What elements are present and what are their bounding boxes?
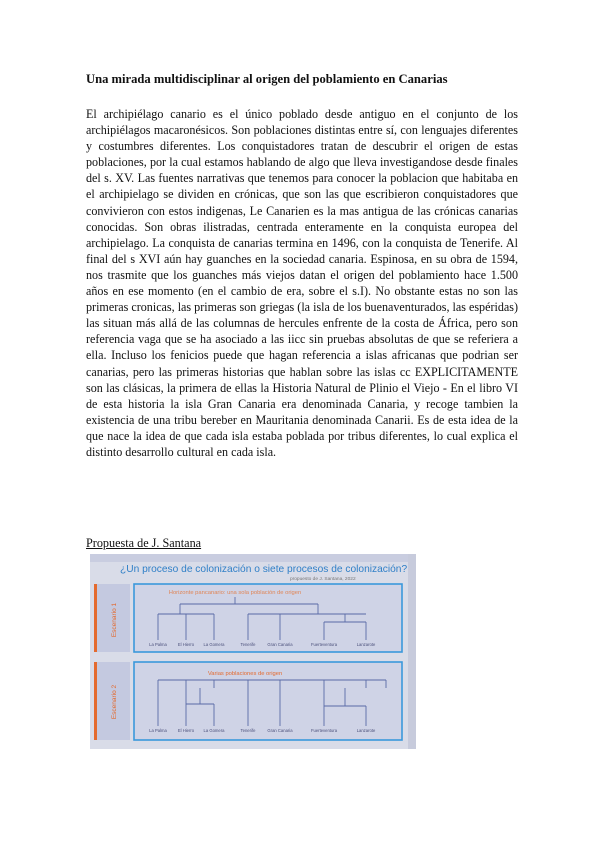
scenario2-island-0: La Palma: [149, 728, 167, 733]
scenario2-island-6: Lanzarote: [356, 728, 376, 733]
body-paragraph: El archipiélago canario es el único poblado desde antiguo en el conjunto de los archipiélagos macaronésicos. Son poblaciones distintas entre sí, con lenguajes diferentes y costumbres diferentes. Los conquistadores tratan de descubrir el origen de estas poblaciones, por la cual estamos hablando de algo que lleva investigandose desde finales del s. XV. Las fuentes narrativas que tenemos para conocer la poblacion que habitaba en el archipielago se dividen en crónicas, que son las que escribieron conquistadores que convivieron con estos indigenas, Le Canarien es la mas antigua de las crónicas canarias conocidas. Son obras ilistradas, centrada enteramente en la conquista europea del archipielago. La conquista de canarias termina en 1496, con la conquista de Tenerife. Al final del s XVI aún hay guanches en la sociedad canaria. Espinosa, en su obra de 1594, nos trasmite que los guanches más viejos datan el origen del poblamiento hace 1.500 años en ese momento (en el cambio de era, sobre el s.I). No obstante estas no son las primeras cronicas, las primeras son griegas (la isla de los buenaventurados, las espéridas) las situan más allá de las columnas de hercules enfrente de la costa de África, pero son referencia vaga que se ha asociado a las iicc sin pruebas absolutas de que se referiera a ella. Incluso los fenicios puede que hagan referencia a islas africanas que podrian ser canarias, pero las primeras historias que hablan sobre las islas cc EXPLICITAMENTE son las clásicas, la primera de ellas la Historia Natural de Plinio el Viejo - En el libro VI de esta historia la isla Gran Canaria era denominada Canaria, y recoge tambien la existencia de una tribu bereber en Mauritania denominada Canarii. Es de esta idea de la que nace la idea de que cada isla estaba poblada por tribus diferentes, lo cual explica el distinto desarrollo cultural en cada isla.: [86, 107, 518, 459]
scenario1-label: Escenario 1: [111, 602, 118, 638]
scenario1-island-6: Lanzarote: [356, 642, 376, 647]
scenario2-island-3: Tenerife: [240, 728, 256, 733]
scenario2-island-2: La Gomera: [203, 728, 225, 733]
scenario1-island-0: La Palma: [149, 642, 167, 647]
scenario1-island-2: La Gomera: [203, 642, 225, 647]
scenario2-island-5: Fuerteventura: [310, 728, 338, 733]
figure-caption: Propuesta de J. Santana: [86, 536, 202, 550]
scenario1-island-5: Fuerteventura: [310, 642, 338, 647]
scenario1-island-1: El Hierro: [177, 642, 195, 647]
scenario2-island-1: El Hierro: [177, 728, 195, 733]
slide-subtitle: propuesto de J. Santana, 2022: [290, 577, 356, 582]
slide-graphic: [90, 554, 416, 749]
scenario2-island-4: Gran Canaria: [267, 728, 293, 733]
scenario1-island-3: Tenerife: [240, 642, 256, 647]
scenario2-root-label: Varias poblaciones de origen: [207, 671, 283, 677]
body-text: [86, 106, 518, 460]
document-title: Una mirada multidisciplinar al origen del poblamiento en Canarias: [86, 72, 448, 86]
scenario1-root-label: Horizonte pancanario: una sola población de origen: [168, 590, 302, 596]
slide-photo: [90, 554, 416, 749]
scenario1-island-4: Gran Canaria: [267, 642, 293, 647]
slide-title: ¿Un proceso de colonización o siete procesos de colonización?: [120, 564, 408, 575]
scenario2-label: Escenario 2: [111, 684, 118, 720]
